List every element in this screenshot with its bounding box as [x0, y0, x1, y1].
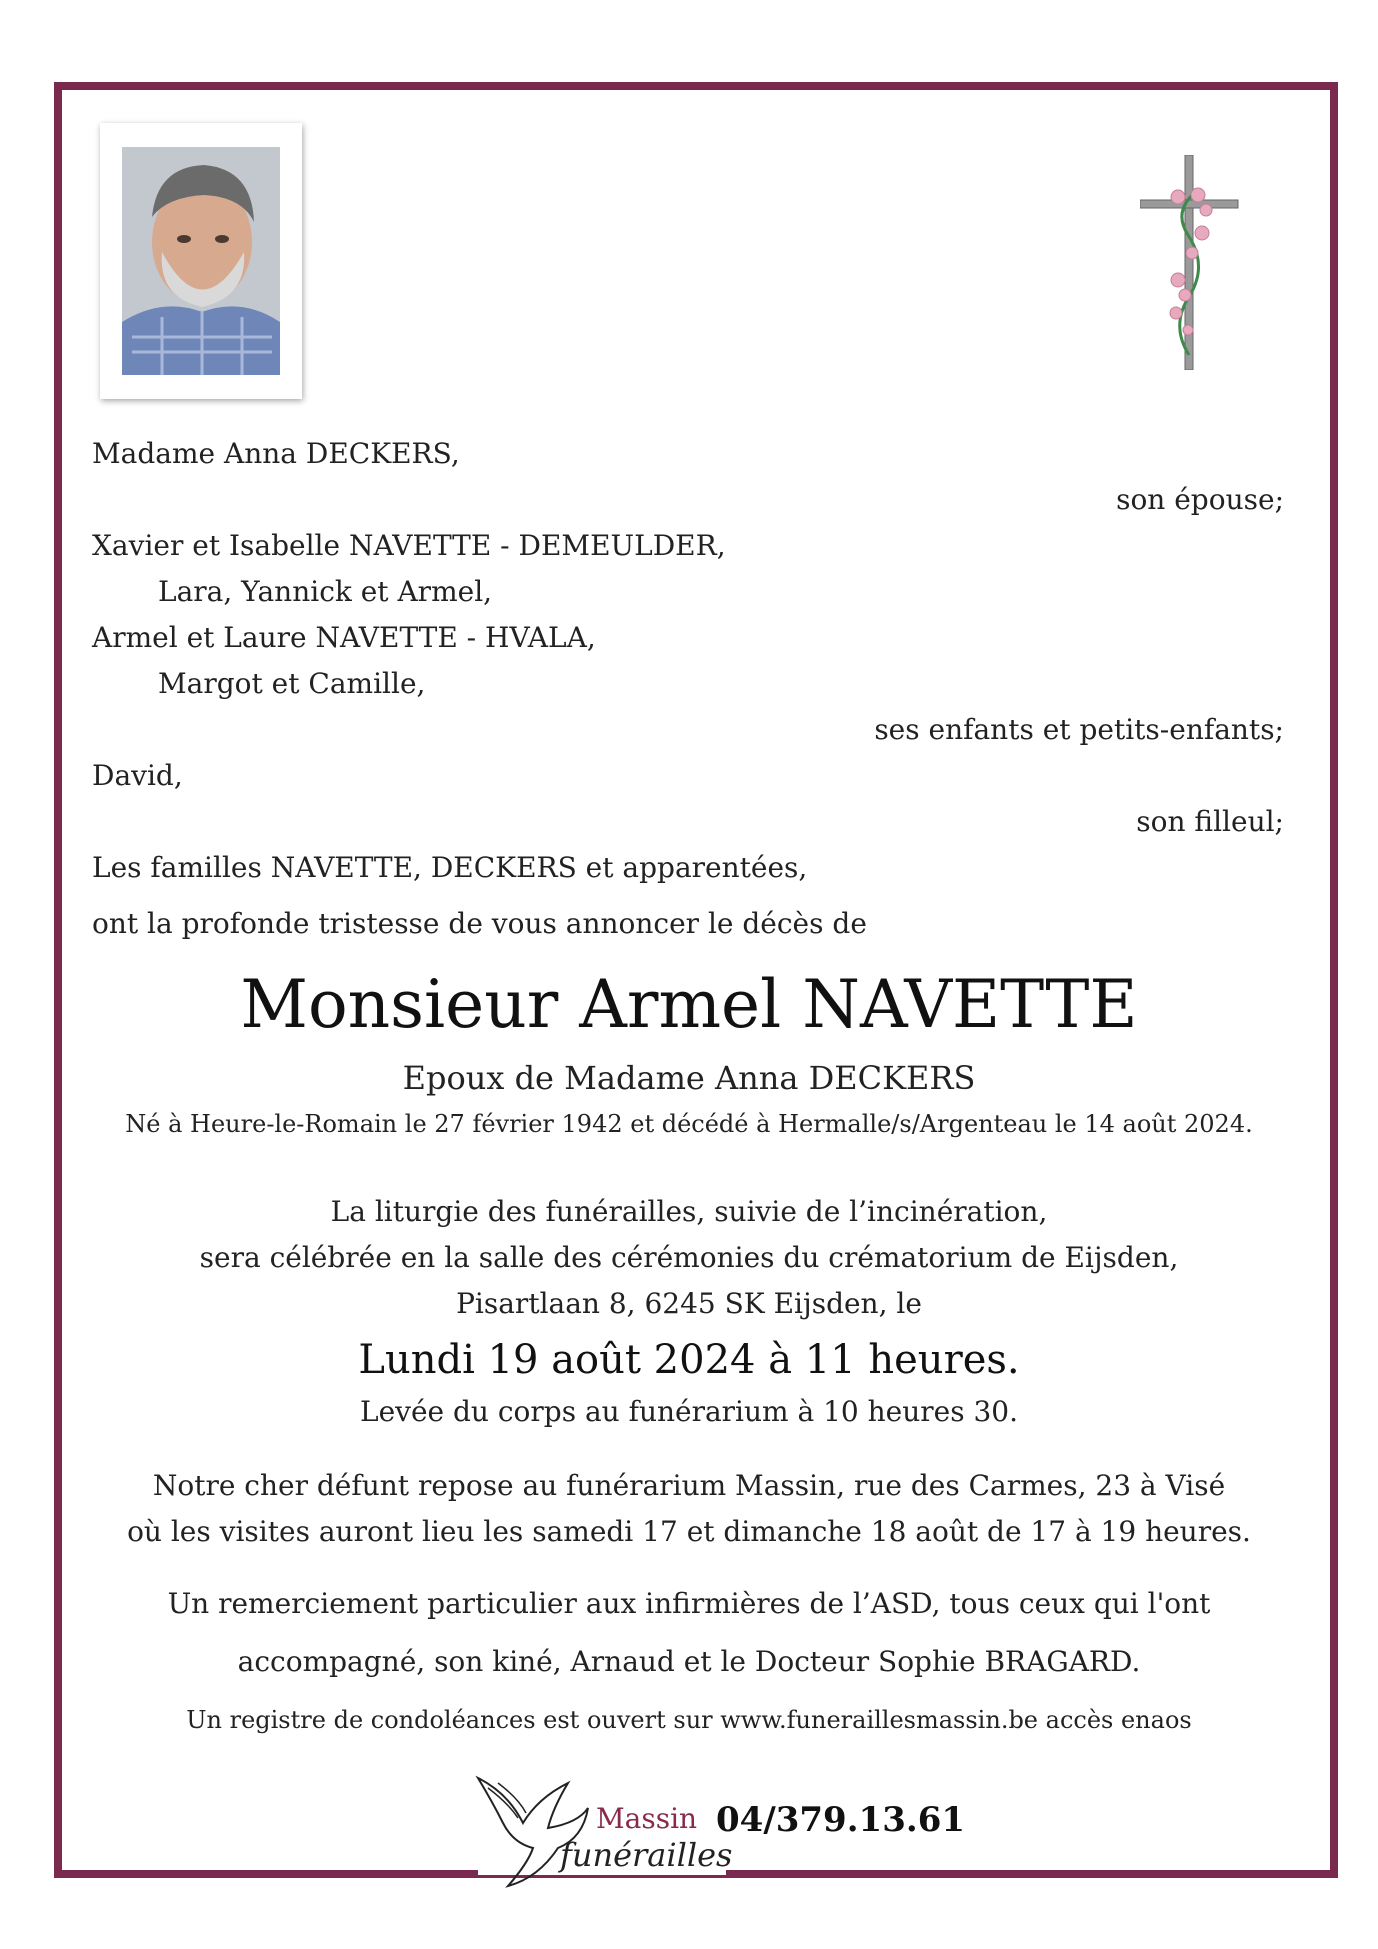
thanks-line-1: Un remerciement particulier aux infirmières de l’ASD, tous ceux qui l'ont — [167, 1587, 1211, 1620]
logo-funerailles-text: funérailles — [560, 1836, 733, 1874]
grandchildren-1: Lara, Yannick et Armel, — [158, 575, 493, 608]
spouse-of-line: Epoux de Madame Anna DECKERS — [402, 1059, 976, 1097]
child-1: Xavier et Isabelle NAVETTE - DEMEULDER, — [92, 529, 726, 562]
levee-line: Levée du corps au funérarium à 10 heures 30. — [359, 1395, 1019, 1428]
portrait-illustration — [122, 147, 280, 375]
ceremony-line-1: La liturgie des funérailles, suivie de l’incinération, — [330, 1195, 1048, 1228]
portrait-photo-frame — [100, 123, 302, 399]
phone-number: 04/379.13.61 — [716, 1800, 966, 1840]
spouse-role: son épouse; — [1116, 483, 1284, 516]
announcement-line: ont la profonde tristesse de vous annoncer le décès de — [92, 907, 867, 940]
godson-name: David, — [92, 759, 183, 792]
children-role: ses enfants et petits-enfants; — [874, 713, 1284, 746]
grandchildren-2: Margot et Camille, — [158, 667, 426, 700]
spouse-name: Madame Anna DECKERS, — [92, 437, 460, 470]
cross-with-flowers-icon — [1140, 155, 1240, 370]
ceremony-address: Pisartlaan 8, 6245 SK Eijsden, le — [456, 1287, 922, 1320]
deceased-name: Monsieur Armel NAVETTE — [240, 966, 1138, 1043]
visits-line-1: Notre cher défunt repose au funérarium Massin, rue des Carmes, 23 à Visé — [152, 1469, 1226, 1502]
ceremony-date: Lundi 19 août 2024 à 11 heures. — [358, 1337, 1020, 1383]
thanks-line-2: accompagné, son kiné, Arnaud et le Docteur Sophie BRAGARD. — [237, 1645, 1141, 1678]
ceremony-line-2: sera célébrée en la salle des cérémonies du crématorium de Eijsden, — [199, 1241, 1179, 1274]
portrait-photo — [122, 147, 280, 375]
registry-line: Un registre de condoléances est ouvert sur www.funeraillesmassin.be accès enaos — [186, 1706, 1192, 1734]
families-line: Les familles NAVETTE, DECKERS et apparentées, — [92, 851, 808, 884]
child-2: Armel et Laure NAVETTE - HVALA, — [92, 621, 596, 654]
logo-massin-text: Massin — [596, 1802, 698, 1835]
visits-line-2: où les visites auront lieu les samedi 17 et dimanche 18 août de 17 à 19 heures. — [127, 1515, 1251, 1548]
godson-role: son filleul; — [1136, 805, 1284, 838]
birth-death-line: Né à Heure-le-Romain le 27 février 1942 et décédé à Hermalle/s/Argenteau le 14 août 2024. — [125, 1110, 1253, 1138]
